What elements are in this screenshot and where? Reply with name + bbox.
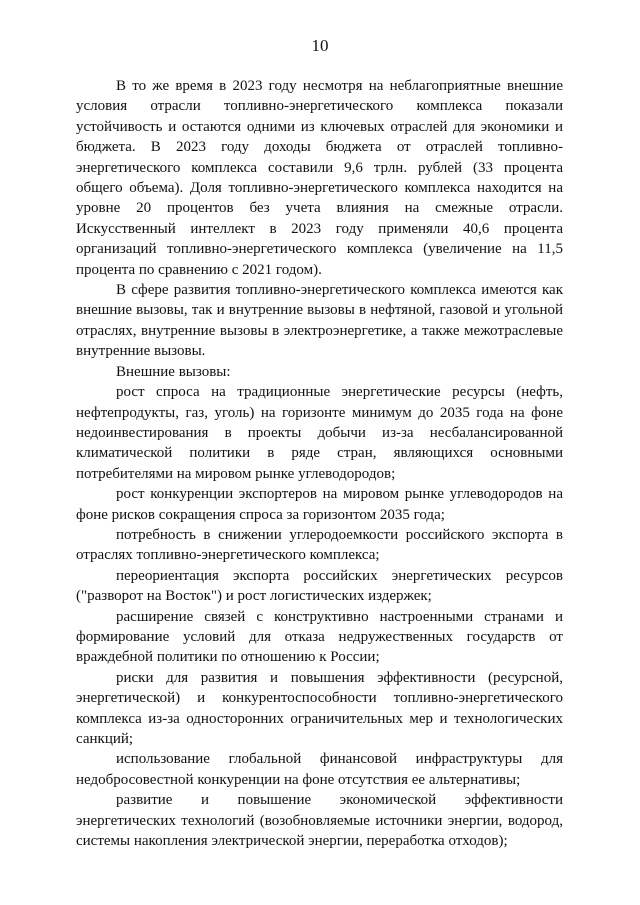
paragraph-challenges-overview: В сфере развития топливно-энергетического комплекса имеются как внешние вызовы, так и внутренние вызовы в нефтяной, газовой и угольной отраслях, внутренние вызовы в электроэнергетике, а также межотраслевые внутренние вызовы.: [76, 282, 563, 360]
page-number: 10: [311, 36, 329, 55]
list-item-carbon-intensity: потребность в снижении углеродоемкости российского экспорта в отраслях топливно-энергетического комплекса;: [76, 526, 563, 564]
list-item-exporter-competition: рост конкуренции экспортеров на мировом рынке углеводородов на фоне рисков сокращения спроса за горизонтом 2035 года;: [76, 486, 563, 523]
document-body: [76, 76, 563, 851]
list-item-financial-infrastructure: использование глобальной финансовой инфраструктуры для недобросовестной конкуренции на фоне отсутствия ее альтернативы;: [76, 751, 563, 788]
paragraph-external-challenges-heading: Внешние вызовы:: [116, 363, 231, 380]
paragraph-fuel-energy-resilience: В то же время в 2023 году несмотря на неблагоприятные внешние условия отрасли топливно-энергетического комплекса показали устойчивость и остаются одними из ключевых отраслей для экономики и бюджета. В 2023 году доходы бюджета от отраслей топливно-энергетического комплекса составили 9,6 трлн. рублей (33 процента общего объема). Доля топливно-энергетического комплекса находится на уровне 20 процентов без учета влияния на смежные отрасли. Искусственный интеллект в 2023 году применяли 40,6 процента организаций топливно-энергетического комплекса (увеличение на 11,5 процента по сравнению с 2021 годом).: [76, 78, 563, 278]
list-item-sanctions-risks: риски для развития и повышения эффективности (ресурсной, энергетической) и конкурентоспособности топливно-энергетического комплекса из-за односторонних ограничительных мер и технологических санкций;: [76, 669, 563, 747]
list-item-expanding-ties: расширение связей с конструктивно настроенными странами и формирование условий для отказа недружественных государств от враждебной политики по отношению к России;: [76, 608, 563, 666]
list-item-energy-technologies: развитие и повышение экономической эффективности энергетических технологий (возобновляемые источники энергии, водород, системы накопления электрической энергии, переработка отходов);: [76, 792, 563, 850]
list-item-demand-growth: рост спроса на традиционные энергетические ресурсы (нефть, нефтепродукты, газ, уголь) на горизонте минимум до 2035 года на фоне недоинвестирования в проекты добычи из-за несбалансированной климатической политики в ряде стран, являющихся основными потребителями на мировом рынке углеводородов;: [76, 384, 563, 482]
list-item-export-reorientation: переориентация экспорта российских энергетических ресурсов ("разворот на Восток") и рост логистических издержек;: [76, 567, 563, 605]
